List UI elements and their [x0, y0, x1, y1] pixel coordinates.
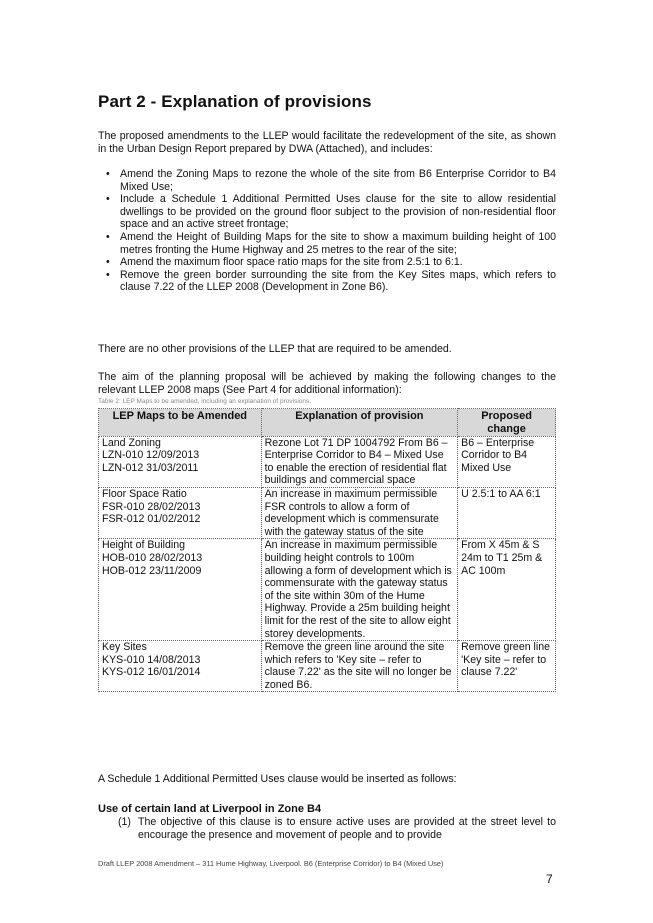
bullet-icon: • [106, 168, 110, 180]
bullet-icon: • [106, 256, 110, 269]
table-row [99, 641, 556, 692]
amendment-list [98, 168, 556, 294]
schedule-paragraph: A Schedule 1 Additional Permitted Uses clause would be inserted as follows: [98, 773, 457, 785]
bullet-icon: • [106, 268, 110, 281]
page-heading: Part 2 - Explanation of provisions [98, 92, 372, 111]
map-sheet: KYS-012 16/01/2014 [102, 666, 201, 679]
explanation-cell: Remove the green line around the site which refers to 'Key site – refer to clause 7.22' as the site will no longer be zoned B6. [261, 641, 458, 692]
map-name: Height of Building [102, 539, 186, 552]
clause-item [118, 816, 556, 841]
clause-text: The objective of this clause is to ensure active uses are provided at the street level to encourage the presence and movement of people and to provide [138, 816, 556, 841]
map-sheet: HOB-012 23/11/2009 [102, 564, 202, 577]
no-other-provisions-paragraph: There are no other provisions of the LLEP that are required to be amended. [98, 343, 452, 355]
list-item [98, 193, 556, 231]
list-item-text: Amend the Height of Building Maps for the site to show a maximum building height of 100 metres fronting the Hume Highway and 25 metres to the rear of the site; [120, 230, 556, 256]
bullet-icon: • [106, 230, 110, 243]
list-item [98, 269, 556, 294]
maps-cell [99, 436, 262, 487]
page-number: 7 [546, 872, 553, 886]
table-row [99, 487, 556, 538]
map-sheet: FSR-010 28/02/2013 [102, 500, 201, 513]
clause-number: (1) [118, 816, 131, 828]
map-name: Floor Space Ratio [102, 487, 187, 500]
list-item-text: Include a Schedule 1 Additional Permitted Uses clause for the site to allow residential dwellings to be provided on the ground floor subject to the provision of non-residential floor space and an active street frontage; [120, 193, 556, 231]
maps-cell [99, 539, 262, 641]
table-header-row [99, 409, 556, 437]
explanation-cell: An increase in maximum permissible building height controls to 100m allowing a form of development which is commensurate with the gateway status of the site within 30m of the Hume Highway. Provide a 25m building height limit for the rest of the site to allow eight storey developments. [261, 539, 458, 641]
map-sheet: KYS-010 14/08/2013 [102, 653, 201, 666]
bullet-icon: • [106, 193, 110, 206]
list-item [98, 256, 556, 269]
list-item-text: Remove the green border surrounding the site from the Key Sites maps, which refers to clause 7.22 of the LLEP 2008 (Development in Zone B6). [120, 268, 556, 294]
change-cell: Remove green line 'Key site – refer to clause 7.22' [458, 641, 556, 692]
change-cell: From X 45m & S 24m to T1 25m & AC 100m [458, 539, 556, 641]
list-item-text: Amend the Zoning Maps to rezone the whole of the site from B6 Enterprise Corridor to B4 Mixed Use; [120, 168, 556, 193]
aim-paragraph: The aim of the planning proposal will be achieved by making the following changes to the relevant LLEP 2008 maps (See Part 4 for additional information): [98, 371, 556, 396]
maps-cell [99, 641, 262, 692]
map-sheet: LZN-010 12/09/2013 [102, 449, 200, 462]
page-footer: Draft LLEP 2008 Amendment – 311 Hume Highway, Liverpool. B6 (Enterprise Corridor) to B4 (Mixed Use) [98, 859, 444, 868]
explanation-cell: An increase in maximum permissible FSR controls to allow a form of development which is commensurate with the gateway status of the site [261, 487, 458, 538]
lep-maps-table [98, 408, 556, 692]
table-row [99, 539, 556, 641]
list-item-text: Amend the maximum floor space ratio maps for the site from 2.5:1 to 6:1. [120, 256, 463, 269]
map-name: Land Zoning [102, 436, 161, 449]
change-cell: U 2.5:1 to AA 6:1 [458, 487, 556, 538]
map-sheet: HOB-010 28/02/2013 [102, 551, 203, 564]
table-row [99, 436, 556, 487]
clause-subheading: Use of certain land at Liverpool in Zone B4 [98, 803, 322, 815]
maps-cell [99, 487, 262, 538]
map-sheet: LZN-012 31/03/2011 [102, 461, 199, 474]
table-caption: Table 2: LEP Maps to be amended, including an explanation of provisions. [98, 398, 312, 405]
change-cell: B6 – Enterprise Corridor to B4 Mixed Use [458, 436, 556, 487]
intro-paragraph: The proposed amendments to the LLEP would facilitate the redevelopment of the site, as shown in the Urban Design Report prepared by DWA (Attached), and includes: [98, 130, 556, 155]
column-header-maps: LEP Maps to be Amended [99, 409, 262, 437]
map-sheet: FSR-012 01/02/2012 [102, 513, 201, 526]
list-item [98, 168, 556, 193]
column-header-change: Proposed change [458, 409, 556, 437]
column-header-explanation: Explanation of provision [261, 409, 458, 437]
explanation-cell: Rezone Lot 71 DP 1004792 From B6 – Enterprise Corridor to B4 – Mixed Use to enable the erection of residential flat buildings and commercial space [261, 436, 458, 487]
map-name: Key Sites [102, 641, 147, 654]
list-item [98, 231, 556, 256]
